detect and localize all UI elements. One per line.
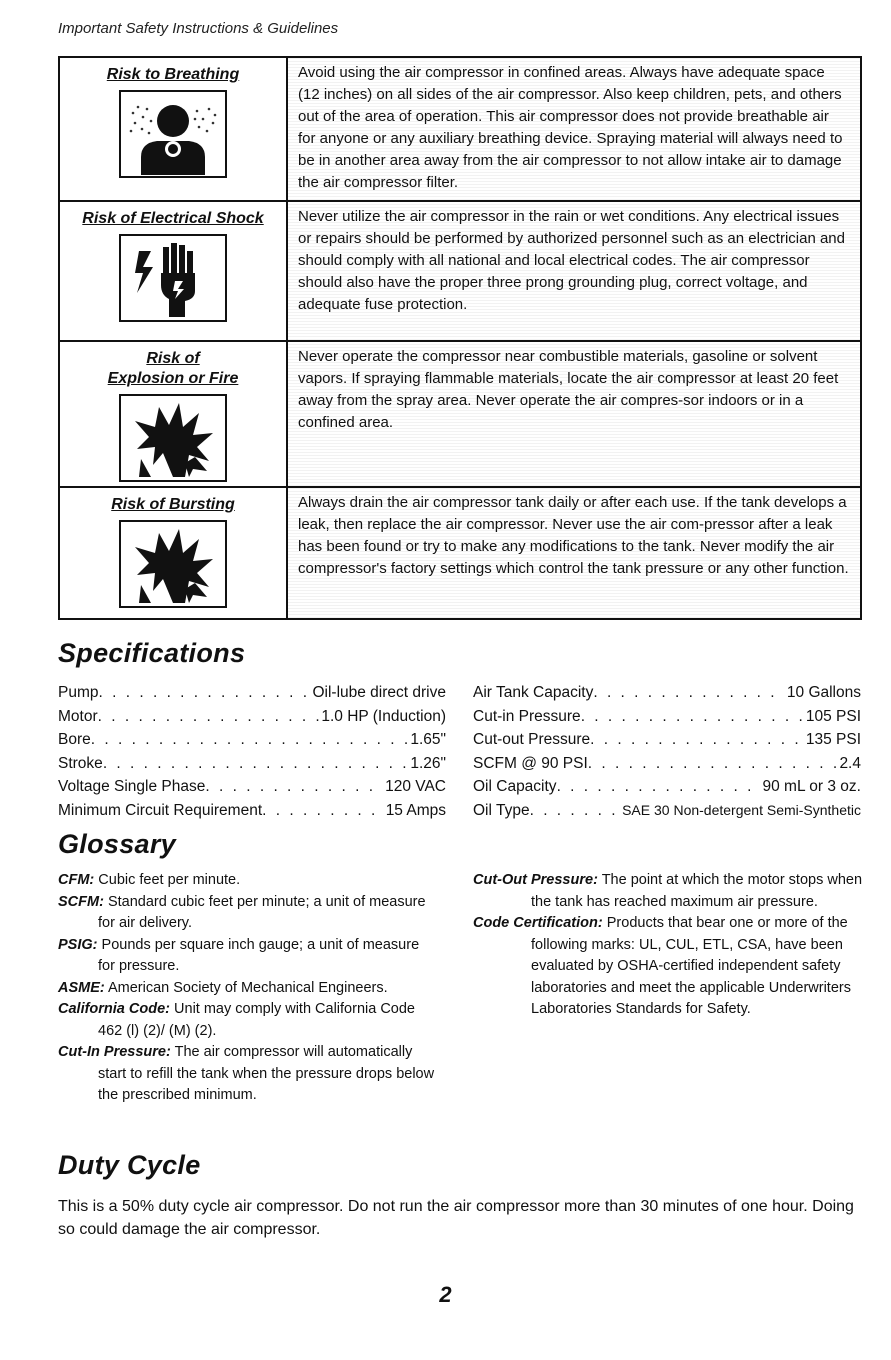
spec-label: Bore <box>58 731 91 748</box>
duty-cycle-title: Duty Cycle <box>58 1150 201 1180</box>
risk-title-bursting: Risk of Bursting <box>111 496 235 513</box>
explosion-icon <box>119 394 227 482</box>
spec-row <box>58 681 446 705</box>
glossary-left-column <box>58 870 438 1107</box>
spec-label: Cut-out Pressure <box>473 731 591 748</box>
spec-label: Minimum Circuit Requirement <box>58 801 263 819</box>
glossary-term: ASME <box>58 979 100 996</box>
breathing-hazard-icon <box>119 90 227 178</box>
risk-title-explosion-line1: Risk of <box>146 350 200 367</box>
glossary-entry: PSIG: Pounds per square inch gauge; a unit of measure for pressure. <box>58 936 420 974</box>
spec-value: 90 mL or 3 oz. <box>762 778 861 795</box>
spec-label: Oil Type <box>473 801 530 819</box>
specs-right-column <box>473 681 861 822</box>
spec-row <box>473 775 861 799</box>
risk-label-cell <box>60 342 288 486</box>
risk-title-electrical: Risk of Electrical Shock <box>82 210 264 227</box>
spec-row <box>473 799 861 823</box>
glossary-definition: Cubic feet per minute. <box>98 872 241 888</box>
spec-label: Stroke <box>58 754 103 772</box>
spec-label: Oil Capacity <box>473 778 557 795</box>
glossary-title: Glossary <box>58 829 176 859</box>
duty-cycle-text: This is a 50% duty cycle air compressor. Do not run the air compressor more than 30 minutes of one hour. Doing so could damage the air compressor. <box>58 1198 854 1238</box>
spec-value: 120 VAC <box>385 778 446 795</box>
spec-value: SAE 30 Non-detergent Semi-Synthetic <box>622 801 861 818</box>
glossary-definition: The point at which the motor stops when the tank has reached maximum air pressure. <box>531 872 863 910</box>
spec-label: Pump <box>58 684 99 701</box>
specifications-title: Specifications <box>58 638 246 668</box>
risk-label-cell <box>60 202 288 340</box>
glossary-term: Cut-In Pressure <box>58 1044 166 1060</box>
glossary-term: CFM <box>58 872 90 888</box>
risk-text-electrical: Never utilize the air compressor in the rain or wet conditions. Any electrical issues or repairs should be performed by authorized personnel such as an electrician and should comply with all national and local electrical codes. The air compressor should also have the proper three prong grounding plug, correct voltage, and adequate fuse protection. <box>288 202 860 340</box>
glossary-entry: CFM: Cubic feet per minute. <box>58 872 241 888</box>
spec-value: Oil-lube direct drive <box>312 684 446 701</box>
safety-risk-table <box>58 56 862 620</box>
risk-row-explosion <box>60 340 860 486</box>
spec-row <box>58 728 446 752</box>
glossary-term: Cut-Out Pressure <box>473 872 594 888</box>
spec-label: Air Tank Capacity <box>473 684 594 701</box>
page-number: 2 <box>439 1282 452 1307</box>
spec-value: 1.0 HP (Induction) <box>321 707 446 725</box>
risk-label-cell <box>60 488 288 618</box>
risk-row-electrical <box>60 200 860 340</box>
page-header: Important Safety Instructions & Guidelines <box>58 20 339 37</box>
risk-label-cell <box>60 58 288 200</box>
glossary-term: PSIG <box>58 936 93 953</box>
spec-value: 2.4 <box>839 754 861 772</box>
spec-value: 105 PSI <box>805 707 861 725</box>
specs-left-column <box>58 681 446 822</box>
risk-text-bursting: Always drain the air compressor tank daily or after each use. If the tank develops a leak, then replace the air compressor. Never use the air com-pressor after a leak has been found or try to make any modifications to the tank. Never modify the air compressor's factory settings which control the tank pressure or any other function. <box>288 488 860 618</box>
glossary-entry: Code Certification: Products that bear one or more of the following marks: UL, CUL, ETL, CSA, have been evaluated by OSHA-certified independent safety laboratories and meet the applicable Underwriters Laboratories Standards for Safety. <box>473 915 851 1017</box>
electric-shock-icon <box>119 234 227 322</box>
spec-value: 15 Amps <box>385 801 446 819</box>
risk-text-explosion: Never operate the compressor near combustible materials, gasoline or solvent vapors. If spraying flammable materials, locate the air compressor at least 20 feet away from the spray area. Never operate the air compres-sor indoors or in a confined area. <box>288 342 860 486</box>
glossary-entry: SCFM: Standard cubic feet per minute; a unit of measure for air delivery. <box>58 893 426 931</box>
spec-value: 1.26" <box>410 754 446 772</box>
risk-text-breathing: Avoid using the air compressor in confined areas. Always have adequate space (12 inches) on all sides of the air compressor. Also keep children, pets, and others out of the area of operation. This air compressor does not provide breathable air for anyone or any auxiliary breathing device. Spraying material will always need to be in another area away from the air compressor to not allow intake air to damage the air compressor filter. <box>288 58 860 200</box>
glossary-definition: American Society of Mechanical Engineers. <box>107 979 388 996</box>
glossary-entry: Cut-Out Pressure: The point at which the motor stops when the tank has reached maximum air pressure. <box>473 872 863 910</box>
spec-row <box>473 705 861 729</box>
spec-value: 1.65" <box>410 731 446 748</box>
spec-row <box>58 775 446 799</box>
glossary-definition: Standard cubic feet per minute; a unit of measure for air delivery. <box>98 893 426 931</box>
spec-label: SCFM @ 90 PSI <box>473 754 588 772</box>
spec-value: 135 PSI <box>805 731 861 748</box>
glossary-term: SCFM <box>58 893 100 910</box>
glossary-entry: California Code: Unit may comply with California Code 462 (l) (2)/ (M) (2). <box>58 1001 415 1039</box>
glossary-definition: Products that bear one or more of the following marks: UL, CUL, ETL, CSA, have been evaluated by OSHA-certified independent safety laboratories and meet the applicable Underwriters Laboratories Standards for Safety. <box>531 915 851 1017</box>
glossary-entry: Cut-In Pressure: The air compressor will automatically start to refill the tank when the pressure drops below the prescribed minimum. <box>58 1044 435 1103</box>
glossary-right-column <box>473 870 873 1021</box>
bursting-icon <box>119 520 227 608</box>
glossary-entry: ASME: American Society of Mechanical Engineers. <box>58 979 388 996</box>
spec-row <box>58 752 446 776</box>
spec-label: Cut-in Pressure <box>473 707 581 725</box>
spec-row <box>473 752 861 776</box>
glossary-term: Code Certification <box>473 915 598 931</box>
risk-title-breathing: Risk to Breathing <box>106 66 240 83</box>
spec-value: 10 Gallons <box>786 684 861 701</box>
glossary-term: California Code <box>58 1001 166 1017</box>
glossary-definition: Pounds per square inch gauge; a unit of measure for pressure. <box>98 936 420 974</box>
spec-row <box>473 681 861 705</box>
risk-row-bursting <box>60 486 860 618</box>
risk-title-explosion-line2: Explosion or Fire <box>107 370 239 387</box>
spec-label: Motor <box>58 707 98 725</box>
spec-row <box>58 705 446 729</box>
risk-row-breathing <box>60 58 860 200</box>
spec-row <box>58 799 446 823</box>
spec-row <box>473 728 861 752</box>
glossary-definition: The air compressor will automatically start to refill the tank when the pressure drops below the prescribed minimum. <box>98 1044 435 1103</box>
spec-label: Voltage Single Phase <box>58 778 206 795</box>
glossary-definition: Unit may comply with California Code 462 (l) (2)/ (M) (2). <box>98 1001 415 1039</box>
